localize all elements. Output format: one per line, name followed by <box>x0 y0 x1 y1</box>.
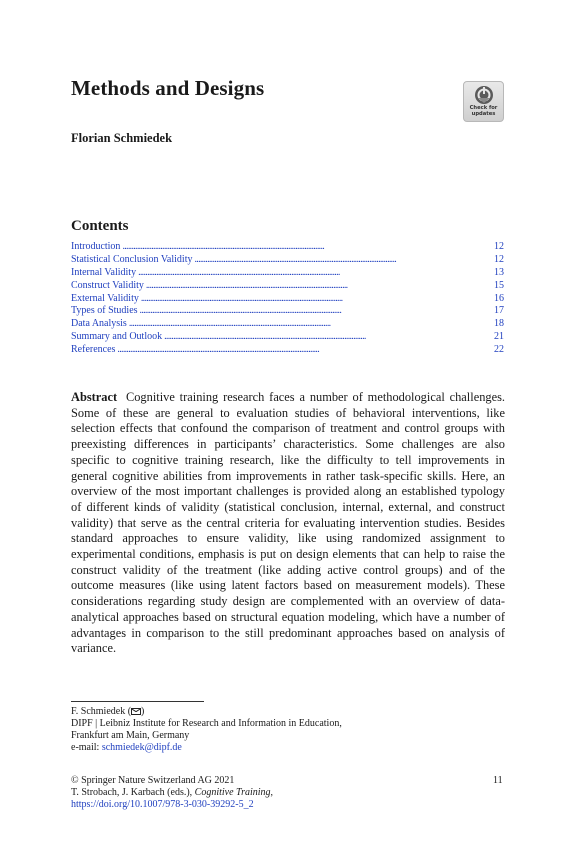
abstract-label: Abstract <box>71 390 118 404</box>
abstract-paragraph <box>71 390 505 657</box>
toc-entry-page[interactable]: 15 <box>494 279 504 291</box>
toc-leader-dots <box>164 331 482 344</box>
author-name: Florian Schmiedek <box>71 131 173 145</box>
toc-entry-label[interactable]: Construct Validity <box>71 279 144 291</box>
toc-leader-dots <box>194 254 482 267</box>
toc-entry[interactable] <box>71 280 504 293</box>
footnote-affiliation-line1: DIPF | Leibniz Institute for Research and Information in Education, <box>71 718 342 729</box>
toc-entry-label[interactable]: Data Analysis <box>71 318 127 330</box>
doi-link[interactable]: https://doi.org/10.1007/978-3-030-39292-5_2 <box>71 799 254 810</box>
toc-entry[interactable] <box>71 318 504 331</box>
toc-leader-dots <box>122 241 482 254</box>
book-title: Cognitive Training <box>194 787 271 798</box>
table-of-contents <box>71 241 504 357</box>
toc-entry-label[interactable]: Statistical Conclusion Validity <box>71 253 193 265</box>
toc-entry-label[interactable]: Introduction <box>71 241 121 252</box>
check-for-updates-icon <box>474 85 494 105</box>
toc-leader-dots <box>129 318 482 331</box>
footnote-author-line <box>71 706 144 718</box>
toc-entry[interactable] <box>71 305 504 318</box>
toc-leader-dots <box>117 344 482 357</box>
badge-label-line1: Check for <box>469 105 498 111</box>
toc-leader-dots <box>146 280 482 293</box>
footnote-affiliation-line2: Frankfurt am Main, Germany <box>71 730 190 741</box>
abstract-text: Cognitive training research faces a number of methodological challenges. Some of these are general to evaluation studies of behavioral interventions, like selection effects that confound the comparison of treatment and control groups with preexisting differences in participants’ characteristics. Some challenges are also specific to cognitive training research, like the difficulty to tell improvements in general cognitive abilities from improvements in rather task-specific skills. Here, an overview of the most important challenges is provided along an established typology of different kinds of validity (statistical conclusion, internal, external, and construct validity) that serve as the central criteria for evaluating intervention studies. Besides standard approaches to ensure validity, like using randomized assignment to experimental conditions, emphasis is put on design elements that can help to raise the construct validity of the treatment (like adding active control groups) and of the outcome measures (like using latent factors based on measurement models). These considerations regarding study design are complemented with an overview of data-analytical approaches based on structural equation modeling, which have a number of advantages in comparison to the still predominant approaches based on analysis of variance. <box>71 390 506 656</box>
toc-entry-label[interactable]: Summary and Outlook <box>71 331 163 343</box>
footnote-divider <box>71 701 204 702</box>
email-label: e-mail: <box>71 742 102 753</box>
footnote-author-name: F. Schmiedek ( <box>71 706 132 717</box>
toc-entry[interactable] <box>71 331 504 344</box>
toc-leader-dots <box>140 305 482 318</box>
toc-leader-dots <box>141 293 482 306</box>
toc-entry[interactable] <box>71 293 504 306</box>
toc-entry-page[interactable]: 13 <box>494 266 504 278</box>
toc-leader-dots <box>138 267 482 280</box>
footnote-email-line <box>71 742 182 754</box>
toc-entry-page[interactable]: 12 <box>494 241 504 252</box>
footnote-author-close: ) <box>141 706 145 717</box>
toc-entry-label[interactable]: External Validity <box>71 292 139 304</box>
toc-entry[interactable] <box>71 267 504 280</box>
toc-entry-label[interactable]: Internal Validity <box>71 266 137 278</box>
copyright-line: © Springer Nature Switzerland AG 2021 <box>71 775 235 786</box>
toc-entry-page[interactable]: 12 <box>494 253 504 265</box>
page-number: 11 <box>493 775 503 786</box>
check-for-updates-badge[interactable] <box>463 81 504 122</box>
toc-entry-page[interactable]: 16 <box>494 292 504 304</box>
toc-entry-page[interactable]: 17 <box>494 305 504 317</box>
toc-entry-page[interactable]: 21 <box>494 331 504 343</box>
badge-label-line2: updates <box>471 110 496 117</box>
email-link[interactable]: schmiedek@dipf.de <box>101 742 182 753</box>
envelope-icon <box>131 708 141 715</box>
book-citation-line: T. Strobach, J. Karbach (eds.), Cognitive Training, <box>71 787 274 798</box>
contents-heading: Contents <box>71 218 129 234</box>
toc-entry-page[interactable]: 22 <box>494 344 504 356</box>
toc-entry-label[interactable]: References <box>71 344 116 356</box>
toc-entry[interactable] <box>71 254 504 267</box>
toc-entry-label[interactable]: Types of Studies <box>71 305 138 317</box>
book-editors: T. Strobach, J. Karbach (eds.), <box>71 787 195 798</box>
chapter-title: Methods and Designs <box>71 76 265 100</box>
toc-entry-page[interactable]: 18 <box>494 318 504 330</box>
toc-entry[interactable] <box>71 344 504 357</box>
toc-entry[interactable] <box>71 241 504 254</box>
